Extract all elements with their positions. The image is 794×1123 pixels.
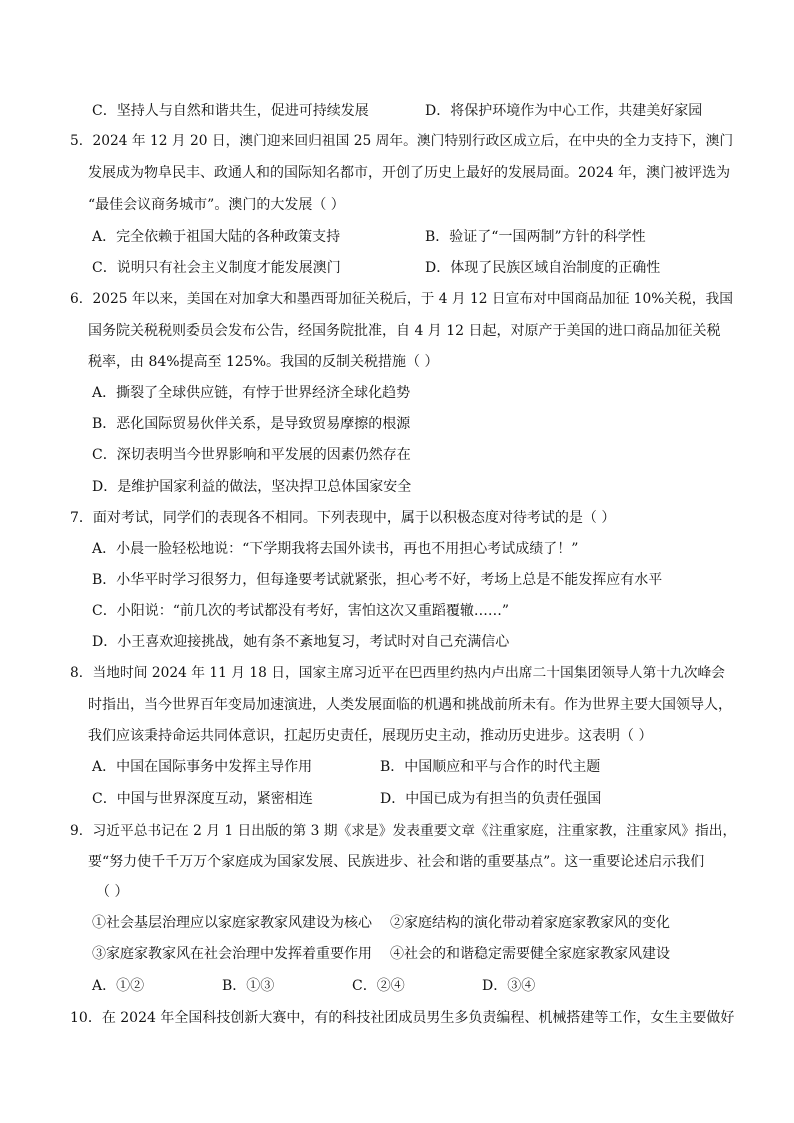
option-b: B．中国顺应和平与合作的时代主题	[380, 759, 601, 775]
option-c: C．中国与世界深度互动，紧密相连	[92, 791, 313, 807]
question-text-line: 6．2025 年以来，美国在对加拿大和墨西哥加征关税后，于 4 月 12 日宣布对中国商品加征 10%关税，我国	[70, 291, 734, 307]
question-text-line: 5．2024 年 12 月 20 日，澳门迎来回归祖国 25 周年。澳门特别行政区成立后，在中央的全力支持下，澳门	[70, 133, 734, 149]
question-text-line: 要“努力使千千万万个家庭成为国家发展、民族进步、社会和谐的重要基点”。这一重要论述启示我们	[88, 854, 705, 870]
option-c: C．说明只有社会主义制度才能发展澳门	[92, 260, 341, 276]
option-c: C．②④	[352, 978, 405, 994]
option-d: D．体现了民族区域自治制度的正确性	[425, 260, 661, 276]
option-b: B．验证了“一国两制”方针的科学性	[425, 229, 646, 245]
question-text-line: 我们应该秉持命运共同体意识，扛起历史责任，展现历史主动，推动历史进步。这表明（ ）	[88, 728, 653, 744]
question-text-line: “最佳会议商务城市”。澳门的大发展（ ）	[88, 197, 345, 213]
option-c: C．小阳说：“前几次的考试都没有考好，害怕这次又重蹈覆辙……”	[92, 603, 510, 619]
option-b: B．①③	[222, 978, 275, 994]
statement-item: ①社会基层治理应以家庭家教家风建设为核心	[92, 915, 372, 931]
statement-item: ④社会的和谐稳定需要健全家庭家教家风建设	[390, 946, 670, 962]
option-a: A．完全依赖于祖国大陆的各种政策支持	[92, 229, 341, 245]
question-text-line: （ ）	[96, 884, 129, 900]
option-c: C．深切表明当今世界影响和平发展的因素仍然存在	[92, 447, 411, 463]
statement-item: ②家庭结构的演化带动着家庭家教家风的变化	[390, 915, 670, 931]
question-text-line: 8．当地时间 2024 年 11 月 18 日，国家主席习近平在巴西里约热内卢出席二十国集团领导人第十九次峰会	[70, 665, 725, 681]
question-text-line: 9．习近平总书记在 2 月 1 日出版的第 3 期《求是》发表重要文章《注重家庭，注重家教，注重家风》指出，	[70, 823, 737, 839]
option-d: D．是维护国家利益的做法，坚决捍卫总体国家安全	[92, 479, 412, 495]
statement-item: ③家庭家教家风在社会治理中发挥着重要作用	[92, 946, 372, 962]
option-d: D．小王喜欢迎接挑战，她有条不紊地复习，考试时对自己充满信心	[92, 634, 510, 650]
option-d: D．中国已成为有担当的负责任强国	[380, 791, 602, 807]
option-b: B．小华平时学习很努力，但每逢要考试就紧张，担心考不好，考场上总是不能发挥应有水平	[92, 572, 663, 588]
question-text-line: 10．在 2024 年全国科技创新大赛中，有的科技社团成员男生多负责编程、机械搭建等工作，女生主要做好	[70, 1010, 735, 1026]
question-text-line: 7．面对考试，同学们的表现各不相同。下列表现中，属于以积极态度对待考试的是（ ）	[70, 510, 616, 526]
question-text-line: 时指出，当今世界百年变局加速演进，人类发展面临的机遇和挑战前所未有。作为世界主要大国领导人，	[88, 697, 732, 713]
option-a: A．中国在国际事务中发挥主导作用	[92, 759, 313, 775]
option-a: A．撕裂了全球供应链，有悖于世界经济全球化趋势	[92, 385, 411, 401]
option-b: B．恶化国际贸易伙伴关系，是导致贸易摩擦的根源	[92, 416, 411, 432]
question-text-line: 税率，由 84%提高至 125%。我国的反制关税措施（ ）	[88, 354, 439, 370]
option-a: A．①②	[92, 978, 145, 994]
option-c: C．坚持人与自然和谐共生，促进可持续发展	[92, 103, 369, 119]
option-a: A．小晨一脸轻松地说：“下学期我将去国外读书，再也不用担心考试成绩了！”	[92, 541, 579, 557]
question-text-line: 国务院关税税则委员会发布公告，经国务院批准，自 4 月 12 日起，对原产于美国的进口商品加征关税	[88, 323, 721, 339]
option-d: D．将保护环境作为中心工作，共建美好家园	[425, 103, 703, 119]
option-d: D．③④	[482, 978, 536, 994]
question-text-line: 发展成为物阜民丰、政通人和的国际知名都市，开创了历史上最好的发展局面。2024 年，澳门被评选为	[88, 165, 731, 181]
